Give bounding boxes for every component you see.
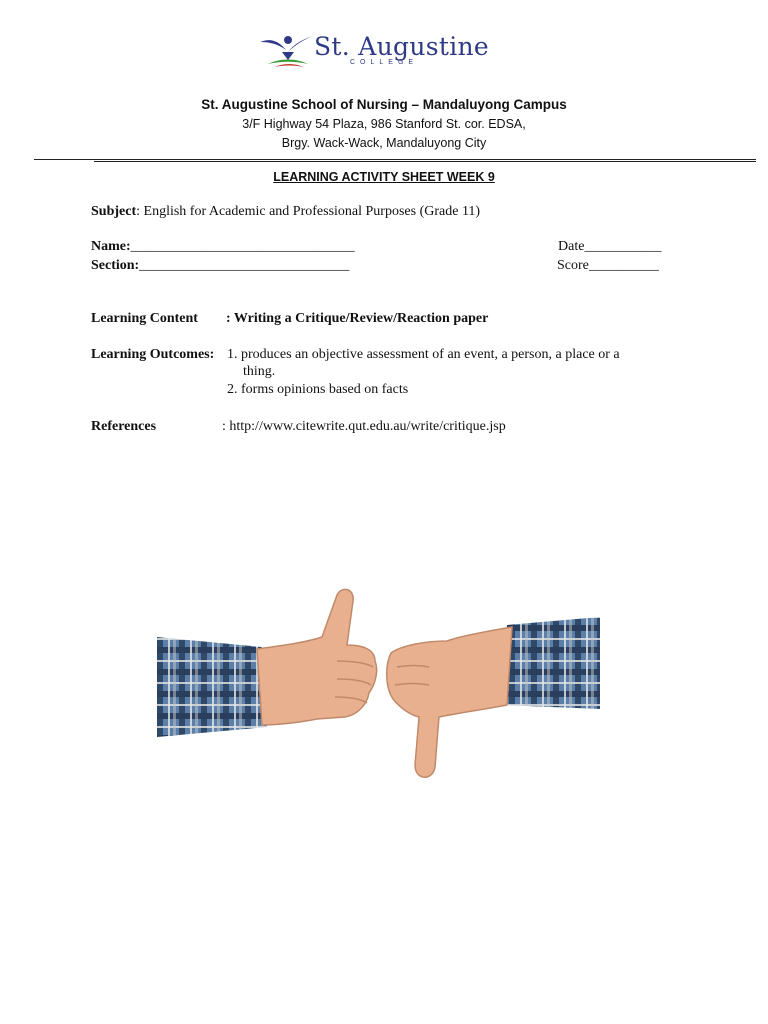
college-logo [256, 30, 489, 70]
learning-outcomes-label: Learning Outcomes: [91, 347, 215, 362]
subject-line [91, 204, 480, 220]
thumbs-up-thumbs-down-icon [157, 537, 600, 837]
star-person-logo-icon [256, 30, 316, 70]
learning-content-label: Learning Content [91, 311, 198, 326]
name-blank: ________________________________ [130, 239, 355, 254]
score-blank: __________ [588, 258, 659, 273]
name-label: Name: [91, 239, 131, 254]
date-blank: ___________ [584, 239, 662, 254]
learning-content-value: : Writing a Critique/Review/Reaction paper [226, 311, 489, 326]
subject-label: Subject [91, 204, 137, 219]
school-name: St. Augustine School of Nursing – Mandaluyong Campus [201, 97, 567, 112]
address-line-1: 3/F Highway 54 Plaza, 986 Stanford St. cor. EDSA, [242, 117, 526, 131]
address-line-2: Brgy. Wack-Wack, Mandaluyong City [281, 136, 487, 150]
score-field[interactable] [557, 258, 659, 274]
section-label: Section: [91, 258, 140, 273]
logo-sub: COLLEGE [350, 59, 419, 66]
outcome-item-1-cont: thing. [243, 364, 276, 379]
header-divider [34, 159, 756, 160]
header-divider-2 [94, 161, 756, 162]
name-field[interactable] [91, 239, 355, 255]
outcome-item-1: 1. produces an objective assessment of an event, a person, a place or a [227, 347, 620, 362]
date-label: Date [558, 239, 585, 254]
outcome-item-2: 2. forms opinions based on facts [227, 382, 409, 397]
date-field[interactable] [558, 239, 661, 255]
subject-value: : English for Academic and Professional Purposes (Grade 11) [136, 204, 481, 219]
sheet-title: LEARNING ACTIVITY SHEET WEEK 9 [273, 170, 495, 184]
references-label: References [91, 419, 157, 434]
section-field[interactable] [91, 258, 349, 274]
references-value: : http://www.citewrite.qut.edu.au/write/critique.jsp [222, 419, 506, 434]
logo-name: St. Augustine [314, 32, 489, 61]
score-label: Score [557, 258, 589, 273]
section-blank: ______________________________ [139, 258, 350, 273]
